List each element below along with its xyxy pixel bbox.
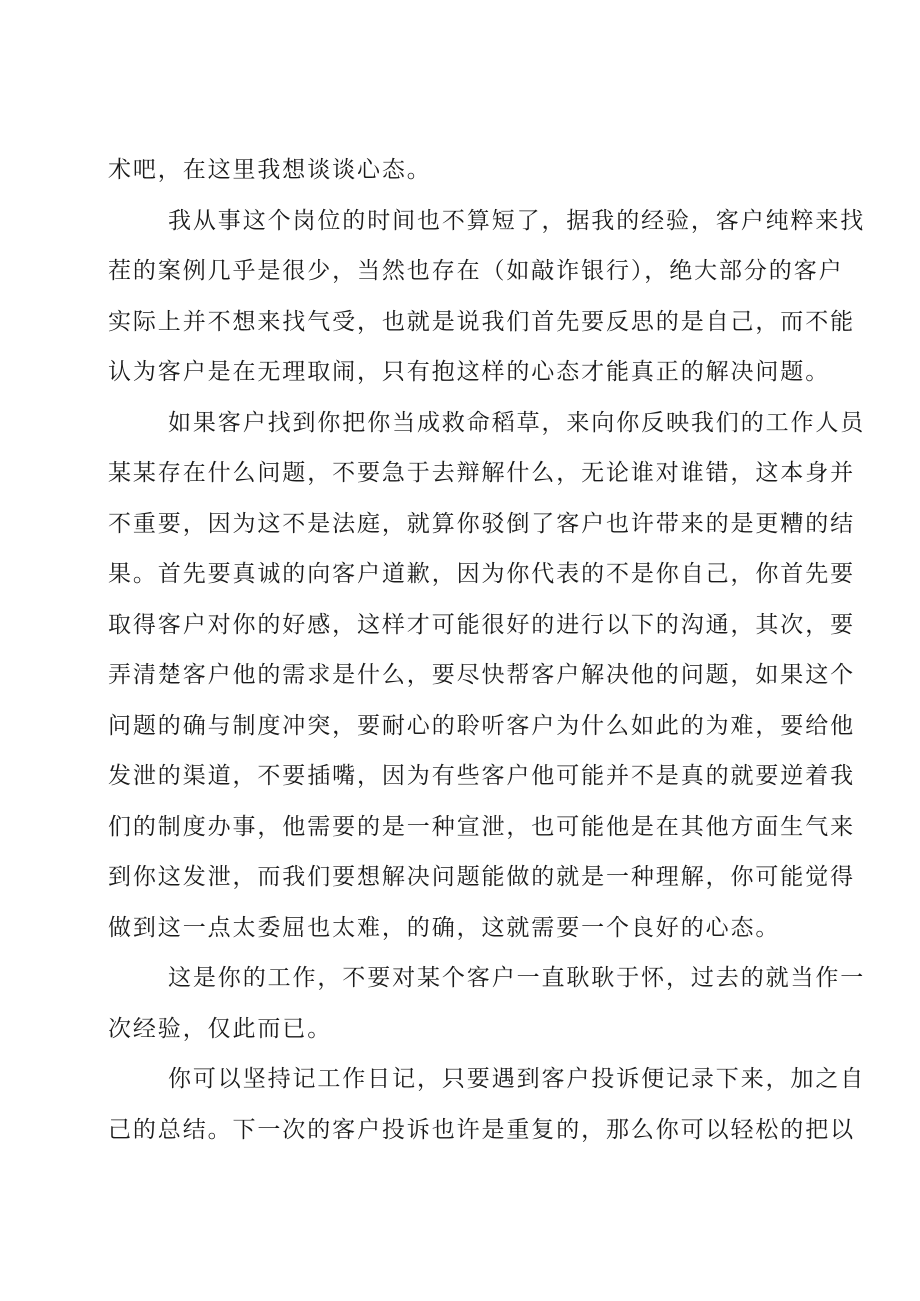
paragraph-first-line: 你可以坚持记工作日记，只要遇到客户投诉便记录下来，加之自 (168, 1066, 866, 1092)
paragraph-first-line: 这是你的工作，不要对某个客户一直耿耿于怀，过去的就当作一 (168, 965, 866, 991)
paragraph-first-line: 我从事这个岗位的时间也不算短了，据我的经验，客户纯粹来找 (168, 207, 866, 234)
text-line: 做到这一点太委屈也太难，的确，这就需要一个良好的心态。 (108, 914, 781, 941)
text-line: 发泄的渠道，不要插嘴，因为有些客户他可能并不是真的就要逆着我 (108, 763, 855, 789)
text-line: 茬的案例几乎是很少，当然也存在（如敲诈银行），绝大部分的客户 (108, 258, 844, 284)
text-line: 某某存在什么问题，不要急于去辩解什么，无论谁对谁错，这本身并 (108, 460, 855, 486)
text-line: 弄清楚客户他的需求是什么，要尽快帮客户解决他的问题，如果这个 (108, 662, 855, 688)
text-line: 术吧，在这里我想谈谈心态。 (108, 157, 432, 183)
text-line: 取得客户对你的好感，这样才可能很好的进行以下的沟通，其次，要 (108, 611, 855, 638)
document-body (108, 145, 866, 1155)
text-line: 己的总结。下一次的客户投诉也许是重复的，那么你可以轻松的把以 (108, 1116, 855, 1143)
paragraph-first-line: 如果客户找到你把你当成救命稻草，来向你反映我们的工作人员 (168, 409, 866, 436)
text-line: 次经验，仅此而已。 (108, 1015, 333, 1042)
text-line: 不重要，因为这不是法庭，就算你驳倒了客户也许带来的是更糟的结 (108, 510, 855, 537)
text-line: 实际上并不想来找气受，也就是说我们首先要反思的是自己，而不能 (108, 308, 855, 335)
text-line: 果。首先要真诚的向客户道歉，因为你代表的不是你自己，你首先要 (108, 561, 855, 587)
text-line: 认为客户是在无理取闹，只有抱这样的心态才能真正的解决问题。 (108, 359, 831, 385)
text-line: 们的制度办事，他需要的是一种宣泄，也可能他是在其他方面生气来 (108, 813, 855, 840)
text-line: 到你这发泄，而我们要想解决问题能做的就是一种理解，你可能觉得 (108, 864, 855, 890)
text-line: 问题的确与制度冲突，要耐心的聆听客户为什么如此的为难，要给他 (108, 712, 855, 739)
